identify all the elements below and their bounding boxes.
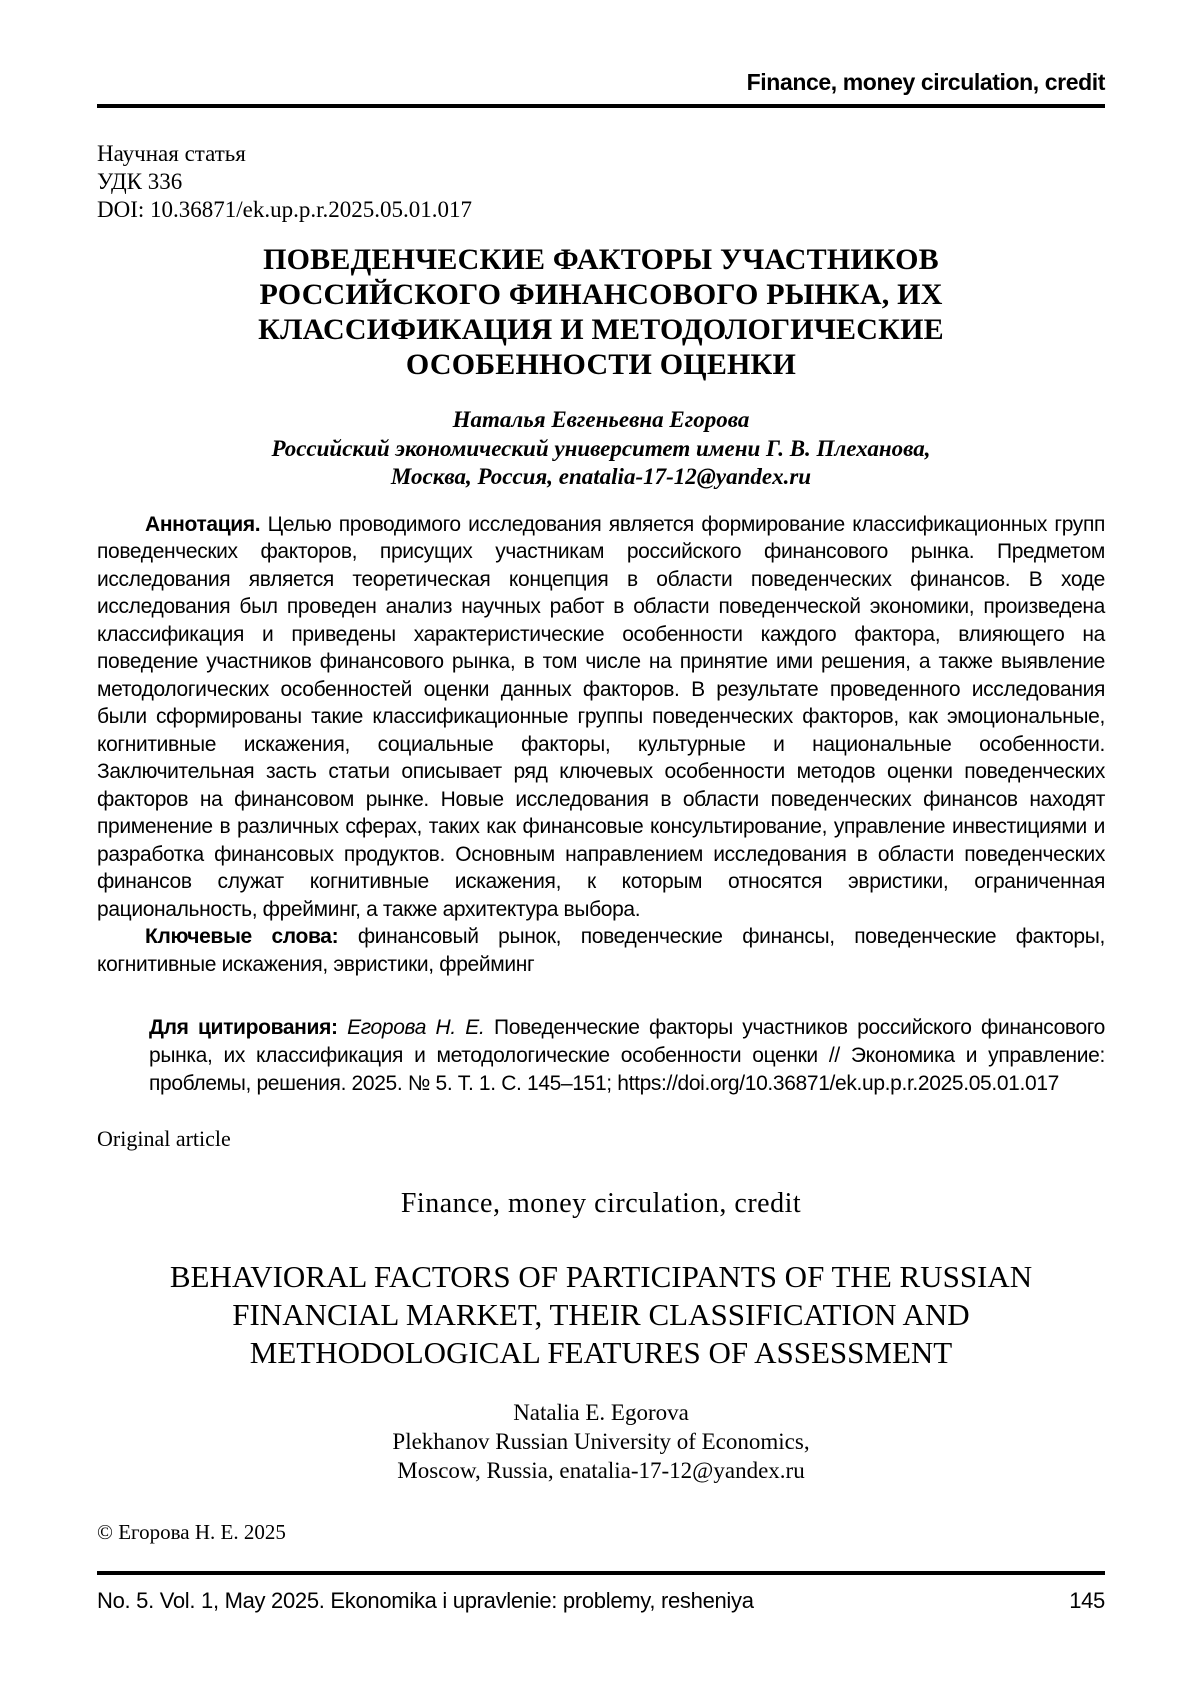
author-location-email-en: Moscow, Russia, enatalia-17-12@yandex.ru: [397, 1458, 805, 1483]
copyright-notice: © Егорова Н. Е. 2025: [97, 1520, 286, 1544]
running-head: Finance, money circulation, credit: [746, 69, 1105, 95]
header-rule: [97, 104, 1105, 108]
article-meta: [97, 140, 1105, 224]
article-type-ru: Научная статья: [97, 141, 246, 166]
abstract-label: Аннотация.: [145, 512, 261, 536]
author-affiliation-en: Plekhanov Russian University of Economics,: [392, 1429, 810, 1454]
title-russian: ПОВЕДЕНЧЕСКИЕ ФАКТОРЫ УЧАСТНИКОВ РОССИЙСКОГО ФИНАНСОВОГО РЫНКА, ИХ КЛАССИФИКАЦИЯ И МЕТОДОЛОГИЧЕСКИЕ ОСОБЕННОСТИ ОЦЕНКИ: [258, 243, 944, 381]
footer-rule: [97, 1571, 1105, 1575]
citation-paragraph: [149, 1014, 1105, 1098]
abstract-text: Целью проводимого исследования является формирование классификационных групп поведенческих факторов, присущих участникам российского финансового рынка. Предметом исследования является теоретическая концепция в области поведенческих финансов. В ходе исследования был проведен анализ научных работ в области поведенческой экономики, произведена классификация и приведены характеристические особенности каждого фактора, влияющего на поведение участников финансового рынка, в том числе на принятие ими решения, а также выявление методологических особенностей оценки данных факторов. В результате проведенного исследования были сформированы такие классификационные группы поведенческих факторов, как эмоциональные, когнитивные искажения, социальные факторы, культурные и национальные особенности. Заключительная засть статьи описывает ряд ключевых особенности методов оценки поведенческих факторов на финансовом рынке. Новые исследования в области поведенческих финансов находят применение в различных сферах, таких как финансовые консультирование, управление инвестициями и разработка финансовых продуктов. Основным направлением исследования в области поведенческих финансов служат когнитивные искажения, к которым относятся эвристики, ограниченная рациональность, фрейминг, а также архитектура выбора.: [97, 512, 1105, 921]
keywords-label: Ключевые слова:: [145, 925, 339, 948]
citation-author: Егорова Н. Е.: [347, 1016, 485, 1039]
doi-line: DOI: 10.36871/ek.up.p.r.2025.05.01.017: [97, 197, 473, 222]
author-name-ru: Наталья Евгеньевна Егорова: [452, 407, 750, 432]
title-english: BEHAVIORAL FACTORS OF PARTICIPANTS OF THE RUSSIAN FINANCIAL MARKET, THEIR CLASSIFICATION AND METHODOLOGICAL FEATURES OF ASSESSMENT: [169, 1259, 1033, 1370]
article-type-en: Original article: [97, 1126, 231, 1151]
page-footer: [97, 1588, 1105, 1614]
author-name-en: Natalia E. Egorova: [513, 1400, 689, 1425]
section-heading-en: Finance, money circulation, credit: [400, 1188, 802, 1219]
keywords-paragraph: [97, 923, 1105, 978]
abstract-paragraph: [97, 511, 1105, 924]
footer-journal-info: No. 5. Vol. 1, May 2025. Ekonomika i upravlenie: problemy, resheniya: [97, 1588, 754, 1613]
udc-code: УДК 336: [97, 169, 183, 194]
authors-english: [97, 1398, 1105, 1485]
author-affiliation-ru: Российский экономический университет имени Г. В. Плеханова,: [271, 435, 931, 461]
citation-text: Поведенческие факторы участников российского финансового рынка, их классификация и методологические особенности оценки // Экономика и управление: проблемы, решения. 2025. № 5. Т. 1. С. 145–151; https://doi.org/10.36871/ek.up.p.r.2025.05.01.017: [149, 1016, 1105, 1095]
keywords-text: финансовый рынок, поведенческие финансы, поведенческие факторы, когнитивные искажения, эвристики, фрейминг: [97, 925, 1105, 976]
footer-page-number: 145: [1069, 1588, 1105, 1613]
authors-russian: [97, 406, 1105, 492]
author-location-email-ru: Москва, Россия, enatalia-17-12@yandex.ru: [390, 464, 812, 489]
citation-label: Для цитирования:: [149, 1016, 338, 1039]
